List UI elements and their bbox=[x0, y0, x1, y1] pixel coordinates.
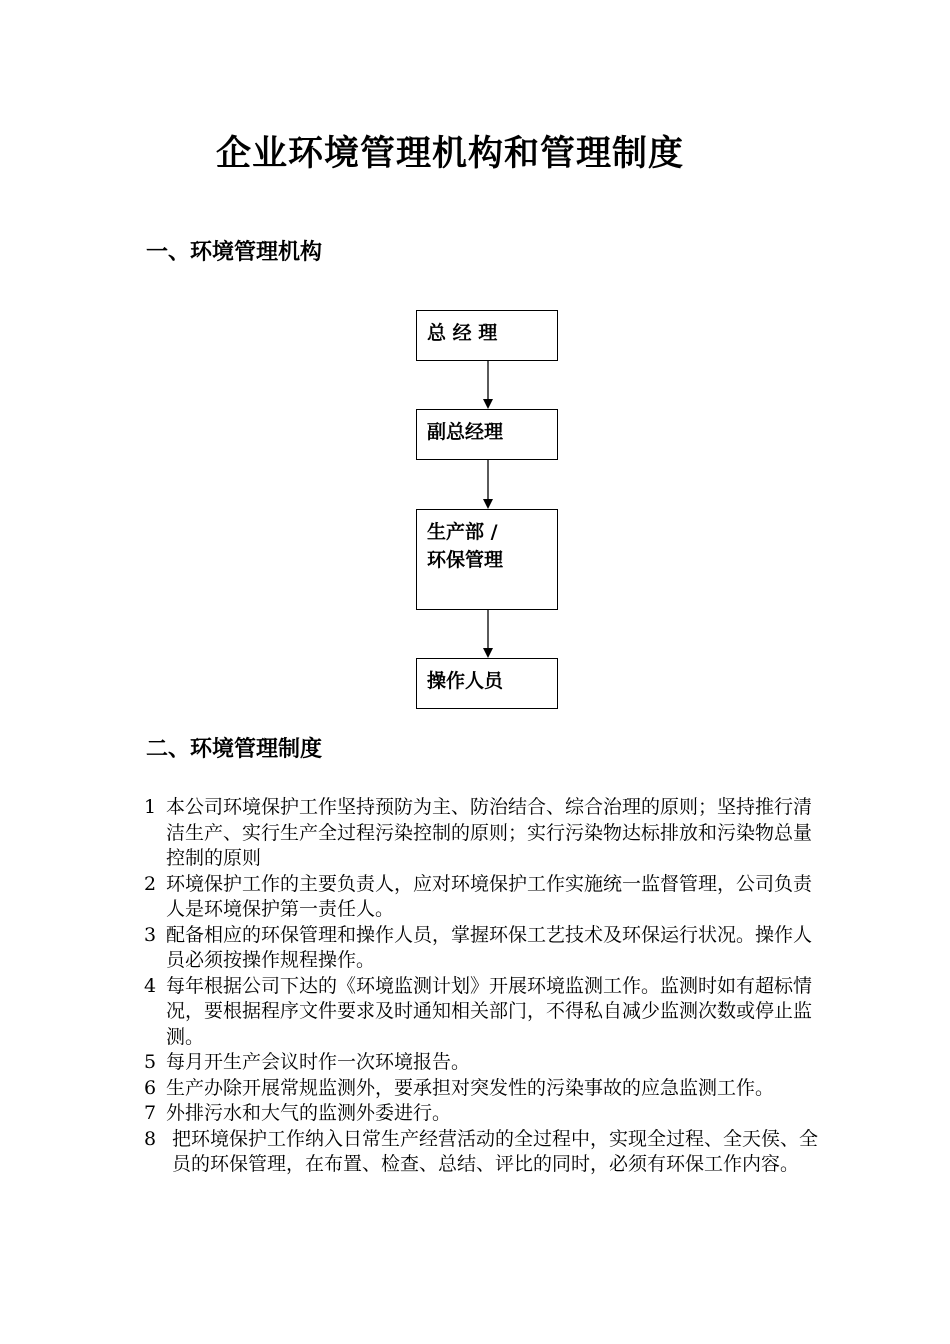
rule-text: 外排污水和大气的监测外委进行。 bbox=[166, 1102, 452, 1124]
list-item bbox=[144, 1127, 824, 1178]
rule-number: 4 bbox=[144, 974, 157, 997]
rule-number: 7 bbox=[144, 1102, 157, 1124]
rule-text: 每月开生产会议时作一次环境报告。 bbox=[166, 1051, 471, 1073]
list-item bbox=[144, 974, 824, 1051]
rule-number: 6 bbox=[144, 1076, 157, 1099]
list-item bbox=[144, 1050, 824, 1076]
arrow-down-icon bbox=[479, 460, 497, 509]
section-heading-rules: 二、环境管理制度 bbox=[146, 737, 323, 762]
arrow-down-icon bbox=[479, 610, 497, 658]
list-item bbox=[144, 872, 824, 923]
rule-number: 5 bbox=[144, 1051, 157, 1073]
list-item bbox=[144, 923, 824, 974]
section-heading-org: 一、环境管理机构 bbox=[146, 240, 323, 265]
rule-number: 1 bbox=[144, 796, 157, 818]
document-title: 企业环境管理机构和管理制度 bbox=[215, 133, 684, 174]
rule-text: 环境保护工作的主要负责人，应对环境保护工作实施统一监督管理，公司负责人是环境保护第一责任人。 bbox=[166, 872, 813, 920]
list-item bbox=[144, 1101, 824, 1127]
org-box-general-manager: 总 经 理 bbox=[416, 310, 558, 361]
org-box-deputy-manager: 副总经理 bbox=[416, 409, 558, 460]
rules-list bbox=[144, 795, 824, 1178]
rule-number: 3 bbox=[144, 923, 157, 946]
rule-text: 生产办除开展常规监测外，要承担对突发性的污染事故的应急监测工作。 bbox=[166, 1076, 775, 1099]
rule-number: 8 bbox=[144, 1127, 157, 1150]
rule-number: 2 bbox=[144, 872, 157, 895]
org-box-operators: 操作人员 bbox=[416, 658, 558, 709]
rule-text: 把环境保护工作纳入日常生产经营活动的全过程中，实现全过程、全天侯、全员的环保管理，在布置、检查、总结、评比的同时，必须有环保工作内容。 bbox=[172, 1127, 819, 1175]
list-item bbox=[144, 795, 824, 872]
arrow-down-icon bbox=[479, 361, 497, 409]
rule-text: 本公司环境保护工作坚持预防为主、防治结合、综合治理的原则；坚持推行清洁生产、实行生产全过程污染控制的原则；实行污染物达标排放和污染物总量控制的原则 bbox=[166, 796, 813, 869]
list-item bbox=[144, 1076, 824, 1102]
rule-text: 每年根据公司下达的《环境监测计划》开展环境监测工作。监测时如有超标情况，要根据程序文件要求及时通知相关部门，不得私自减少监测次数或停止监测。 bbox=[166, 974, 813, 1048]
rule-text: 配备相应的环保管理和操作人员，掌握环保工艺技术及环保运行状况。操作人员必须按操作规程操作。 bbox=[166, 923, 813, 971]
org-box-production-env: 生产部 / 环保管理 bbox=[416, 509, 558, 610]
